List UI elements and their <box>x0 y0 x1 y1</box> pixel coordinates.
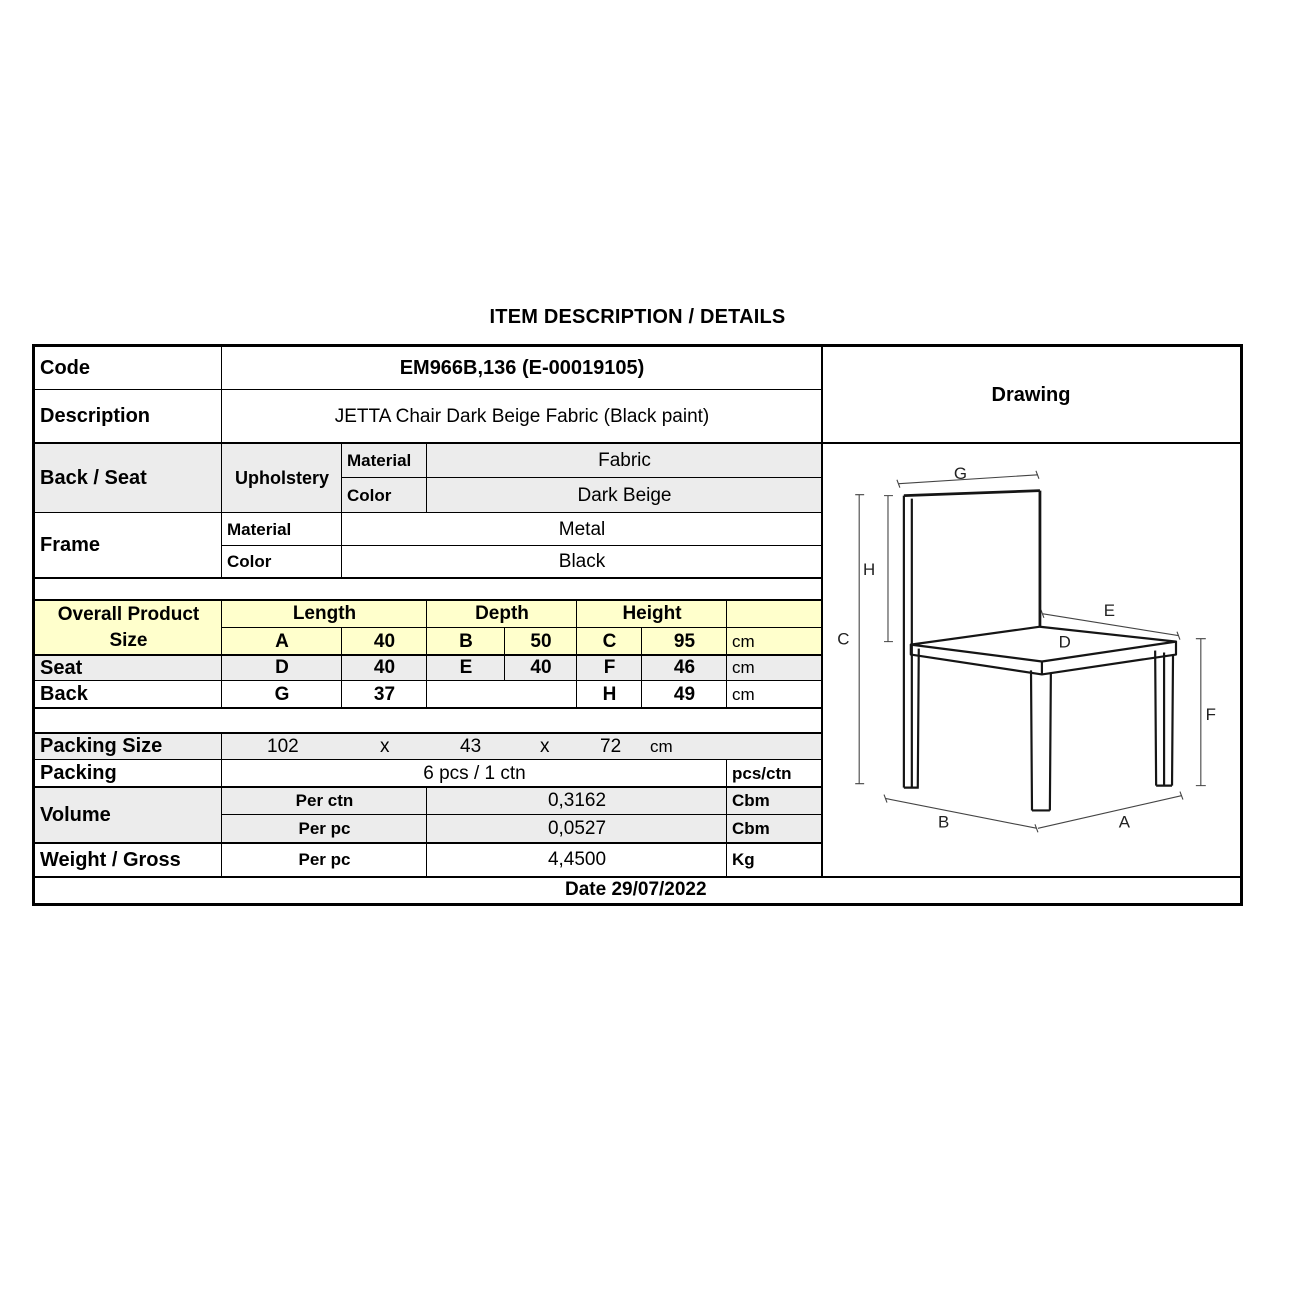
section-line <box>35 442 1240 444</box>
section-line <box>35 842 822 844</box>
packing-size-v1: 102 <box>267 735 299 757</box>
code-label: Code <box>35 347 222 390</box>
weight-value: 4,4500 <box>427 843 727 877</box>
dim-label-g: G <box>953 463 968 483</box>
dim-f-key: F <box>577 655 642 681</box>
item-details-table <box>35 347 1240 903</box>
dim-label-e: E <box>1103 600 1116 620</box>
frame-material-value: Metal <box>342 513 822 546</box>
section-line <box>35 876 1240 878</box>
dim-c-key: C <box>577 628 642 655</box>
packing-size-x2: x <box>540 735 550 757</box>
dim-b-value: 50 <box>505 628 577 655</box>
dim-h-key: H <box>577 681 642 708</box>
overall-size-label-line2: Size <box>109 629 148 651</box>
dim-f-value: 46 <box>642 655 727 681</box>
back-row-empty-cell <box>427 681 577 708</box>
drawing-divider-line <box>821 347 823 877</box>
dim-h-value: 49 <box>642 681 727 708</box>
dim-e-value: 40 <box>505 655 577 681</box>
description-value: JETTA Chair Dark Beige Fabric (Black paint) <box>222 390 822 443</box>
upholstery-material-value: Fabric <box>427 443 822 478</box>
separator-row <box>35 578 822 600</box>
dim-label-c: C <box>837 629 850 649</box>
volume-per-pc-unit: Cbm <box>727 815 822 843</box>
frame-label: Frame <box>35 513 222 578</box>
packing-size-v2: 43 <box>460 735 482 757</box>
separator-row <box>35 708 822 733</box>
drawing-title: Drawing <box>822 347 1240 443</box>
dim-label-b: B <box>937 812 950 832</box>
upholstery-material-label: Material <box>342 443 427 478</box>
section-line <box>35 577 822 579</box>
frame-color-value: Black <box>342 546 822 578</box>
volume-per-ctn-label: Per ctn <box>222 787 427 815</box>
frame-color-label: Color <box>222 546 342 578</box>
packing-size-x1: x <box>380 735 390 757</box>
weight-unit: Kg <box>727 843 822 877</box>
section-line <box>35 599 822 601</box>
code-value: EM966B,136 (E-00019105) <box>222 347 822 390</box>
dim-c-value: 95 <box>642 628 727 655</box>
packing-label: Packing <box>35 760 222 787</box>
dim-label-h: H <box>863 560 876 580</box>
dim-g-key: G <box>222 681 342 708</box>
packing-size-unit: cm <box>650 736 673 756</box>
dim-a-value: 40 <box>342 628 427 655</box>
dim-d-value: 40 <box>342 655 427 681</box>
volume-per-pc-value: 0,0527 <box>427 815 727 843</box>
frame-material-label: Material <box>222 513 342 546</box>
volume-per-ctn-value: 0,3162 <box>427 787 727 815</box>
date-row <box>35 877 1240 903</box>
section-line <box>35 786 822 788</box>
packing-value: 6 pcs / 1 ctn <box>222 760 727 787</box>
section-line <box>35 654 822 656</box>
upholstery-color-value: Dark Beige <box>427 478 822 513</box>
dim-label-a: A <box>1118 812 1130 832</box>
depth-header: Depth <box>427 600 577 628</box>
upholstery-label: Upholstery <box>222 443 342 513</box>
dim-b-key: B <box>427 628 505 655</box>
drawing-area <box>822 443 1240 877</box>
weight-per-label: Per pc <box>222 843 427 877</box>
height-header: Height <box>577 600 727 628</box>
weight-label: Weight / Gross <box>35 843 222 877</box>
overall-unit: cm <box>727 628 822 655</box>
dim-a-key: A <box>222 628 342 655</box>
dim-label-d: D <box>1058 632 1071 652</box>
packing-size-values <box>222 733 822 760</box>
dim-d-key: D <box>222 655 342 681</box>
volume-per-ctn-unit: Cbm <box>727 787 822 815</box>
dim-g-value: 37 <box>342 681 427 708</box>
back-seat-label: Back / Seat <box>35 443 222 513</box>
section-line <box>35 707 822 709</box>
description-label: Description <box>35 390 222 443</box>
unit-header-cell <box>727 600 822 628</box>
packing-unit: pcs/ctn <box>727 760 822 787</box>
packing-size-v3: 72 <box>600 735 622 757</box>
page-title: ITEM DESCRIPTION / DETAILS <box>489 306 786 328</box>
packing-size-label: Packing Size <box>35 733 222 760</box>
seat-unit: cm <box>727 655 822 681</box>
volume-per-pc-label: Per pc <box>222 815 427 843</box>
date-value: Date 29/07/2022 <box>565 879 707 900</box>
dim-label-f: F <box>1205 705 1216 725</box>
section-line <box>35 732 822 734</box>
dim-e-key: E <box>427 655 505 681</box>
overall-size-label <box>35 600 222 655</box>
upholstery-color-label: Color <box>342 478 427 513</box>
chair-structure <box>904 491 1176 811</box>
volume-label: Volume <box>35 787 222 843</box>
back-row-label: Back <box>35 681 222 708</box>
overall-size-label-line1: Overall Product <box>57 603 200 625</box>
back-unit: cm <box>727 681 822 708</box>
chair-drawing <box>822 443 1240 877</box>
seat-row-label: Seat <box>35 655 222 681</box>
length-header: Length <box>222 600 427 628</box>
